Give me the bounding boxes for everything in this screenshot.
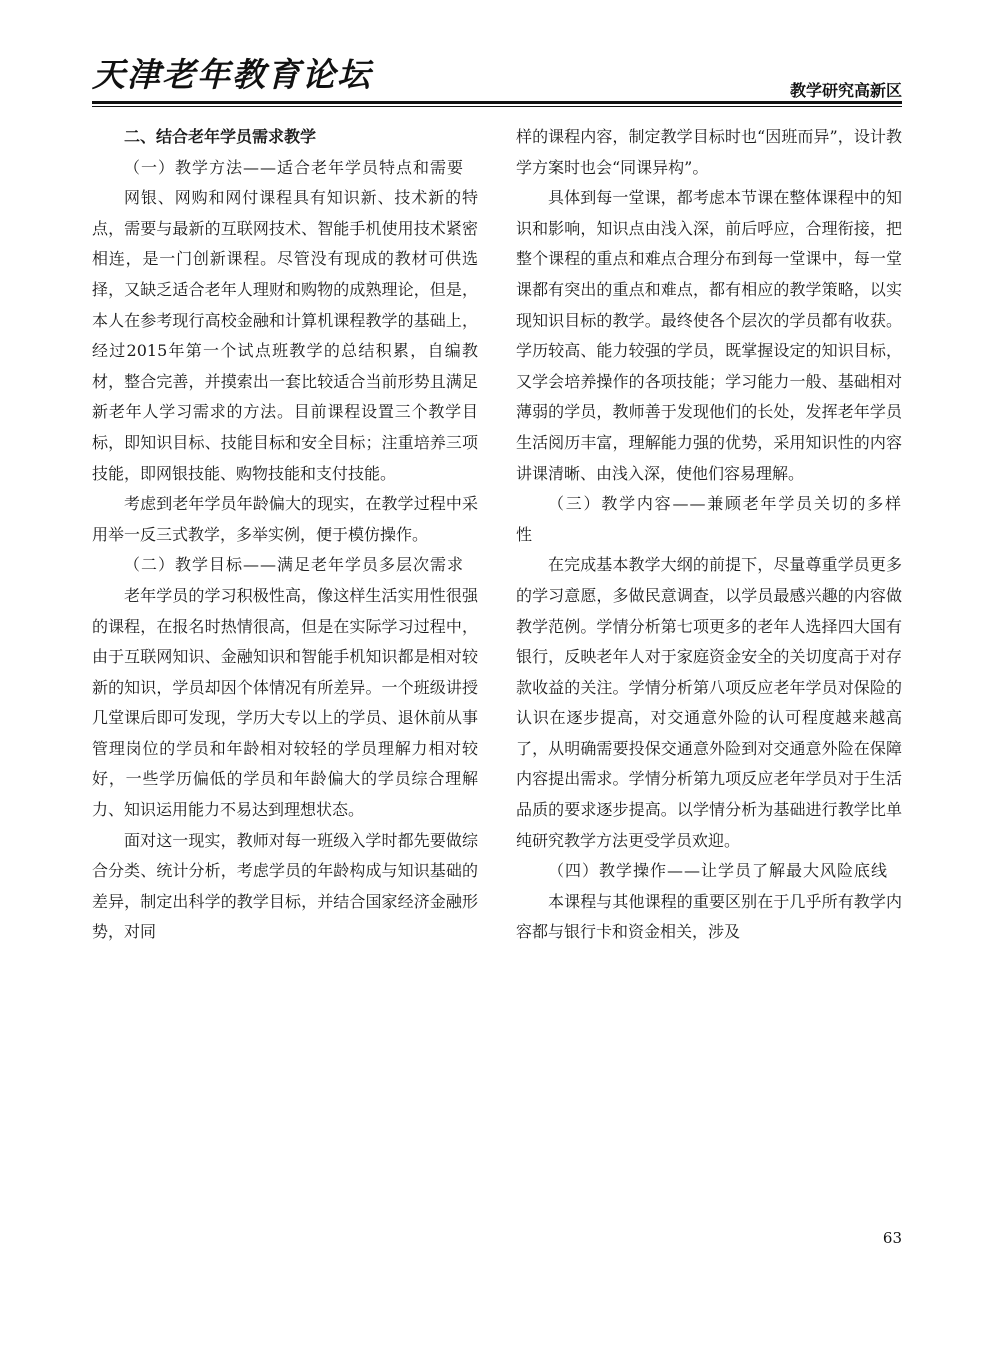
journal-logo: 天津老年教育论坛 [92,55,372,94]
paragraph: 网银、网购和网付课程具有知识新、技术新的特点，需要与最新的互联网技术、智能手机使用技术紧密相连，是一门创新课程。尽管没有现成的教材可供选择，又缺乏适合老年人理财和购物的成熟理论，但是，本人在参考现行高校金融和计算机课程教学的基础上，经过2015年第一个试点班教学的总结积累，自编教材，整合完善，并摸索出一套比较适合当前形势且满足新老年人学习需求的方法。目前课程设置三个教学目标，即知识目标、技能目标和安全目标；注重培养三项技能，即网银技能、购物技能和支付技能。 [92,188,478,483]
paragraph: 考虑到老年学员年龄偏大的现实，在教学过程中采用举一反三式教学，多举实例，便于模仿操作。 [92,494,478,544]
section-heading: 二、结合老年学员需求教学 [124,127,317,146]
paragraph: 具体到每一堂课，都考虑本节课在整体课程中的知识和影响，知识点由浅入深，前后呼应，合理衔接，把整个课程的重点和难点合理分布到每一堂课中，每一堂课都有突出的重点和难点，都有相应的教学策略，以实现知识目标的教学。最终使各个层次的学员都有收获。学历较高、能力较强的学员，既掌握设定的知识目标，又学会培养操作的各项技能；学习能力一般、基础相对薄弱的学员，教师善于发现他们的长处，发挥老年学员生活阅历丰富，理解能力强的优势，采用知识性的内容讲课清晰、由浅入深，使他们容易理解。 [516,188,902,483]
header-rule-thick [92,101,902,104]
right-column [516,122,902,948]
subheading-teaching-operation: （四）教学操作——让学员了解最大风险底线 [548,861,889,881]
header-rule-thin [92,106,902,107]
left-column [92,122,478,948]
subheading-teaching-method: （一）教学方法——适合老年学员特点和需要 [124,157,465,177]
paragraph: 面对这一现实，教师对每一班级入学时都先要做综合分类、统计分析，考虑学员的年龄构成与知识基础的差异，制定出科学的教学目标，并结合国家经济金融形势，对同 [92,830,478,942]
paragraph: 在完成基本教学大纲的前提下，尽量尊重学员更多的学习意愿，多做民意调查，以学员最感兴趣的内容做教学范例。学情分析第七项更多的老年人选择四大国有银行，反映老年人对于家庭资金安全的关切度高于对存款收益的关注。学情分析第八项反应老年学员对保险的认识在逐步提高，对交通意外险的认可程度越来越高了，从明确需要投保交通意外险到对交通意外险在保障内容提出需求。学情分析第九项反应老年学员对于生活品质的要求逐步提高。以学情分析为基础进行教学比单纯研究教学方法更受学员欢迎。 [516,555,902,850]
paragraph-continued: 样的课程内容，制定教学目标时也“因班而异”，设计教学方案时也会“同课异构”。 [516,127,902,177]
subheading-teaching-content: （三）教学内容——兼顾老年学员关切的多样性 [516,494,902,544]
subheading-teaching-goals: （二）教学目标——满足老年学员多层次需求 [124,555,465,575]
paragraph: 本课程与其他课程的重要区别在于几乎所有教学内容都与银行卡和资金相关，涉及 [516,891,902,942]
paragraph: 老年学员的学习积极性高，像这样生活实用性很强的课程，在报名时热情很高，但是在实际学习过程中，由于互联网知识、金融知识和智能手机知识都是相对较新的知识，学员却因个体情况有所差异。一个班级讲授几堂课后即可发现，学历大专以上的学员、退休前从事管理岗位的学员和年龄相对较轻的学员理解力相对较好，一些学历偏低的学员和年龄偏大的学员综合理解力、知识运用能力不易达到理想状态。 [92,585,478,820]
section-title: 教学研究高新区 [789,81,902,100]
page-number: 63 [882,1229,902,1247]
